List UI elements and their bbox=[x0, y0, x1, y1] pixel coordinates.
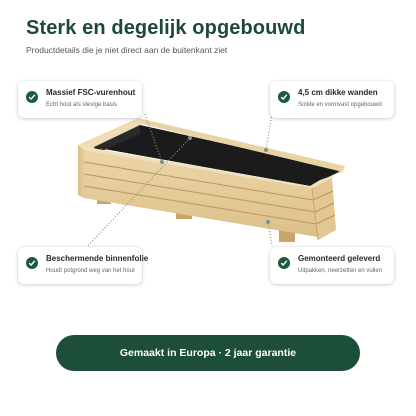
page-subtitle: Productdetails die je niet direct aan de buitenkant ziet bbox=[26, 45, 228, 55]
feature-title: 4,5 cm dikke wanden bbox=[298, 88, 378, 97]
feature-subtitle: Solide en vormvast opgebouwd bbox=[298, 102, 382, 108]
planter-end-face bbox=[78, 145, 84, 198]
feature-title: Beschermende binnenfolie bbox=[46, 254, 149, 263]
feature-card-assembled bbox=[270, 247, 394, 284]
check-circle-icon bbox=[278, 91, 290, 103]
feature-subtitle: Echt hout als stevige basis bbox=[46, 102, 118, 108]
feature-title: Massief FSC-vurenhout bbox=[46, 88, 136, 97]
feature-subtitle: Houdt potgrond weg van het hout bbox=[46, 268, 135, 274]
page-title: Sterk en degelijk opgebouwd bbox=[26, 17, 306, 39]
feature-card-liner bbox=[18, 247, 149, 284]
guarantee-banner: Gemaakt in Europa · 2 jaar garantie bbox=[56, 335, 360, 371]
feature-card-thick-walls bbox=[270, 81, 394, 118]
check-circle-icon bbox=[26, 257, 38, 269]
feature-subtitle: Uitpakken, neerzetten en vullen bbox=[298, 268, 383, 274]
check-circle-icon bbox=[26, 91, 38, 103]
feature-card-fsc-wood bbox=[18, 81, 142, 118]
check-circle-icon bbox=[278, 257, 290, 269]
feature-title: Gemonteerd geleverd bbox=[298, 254, 381, 263]
